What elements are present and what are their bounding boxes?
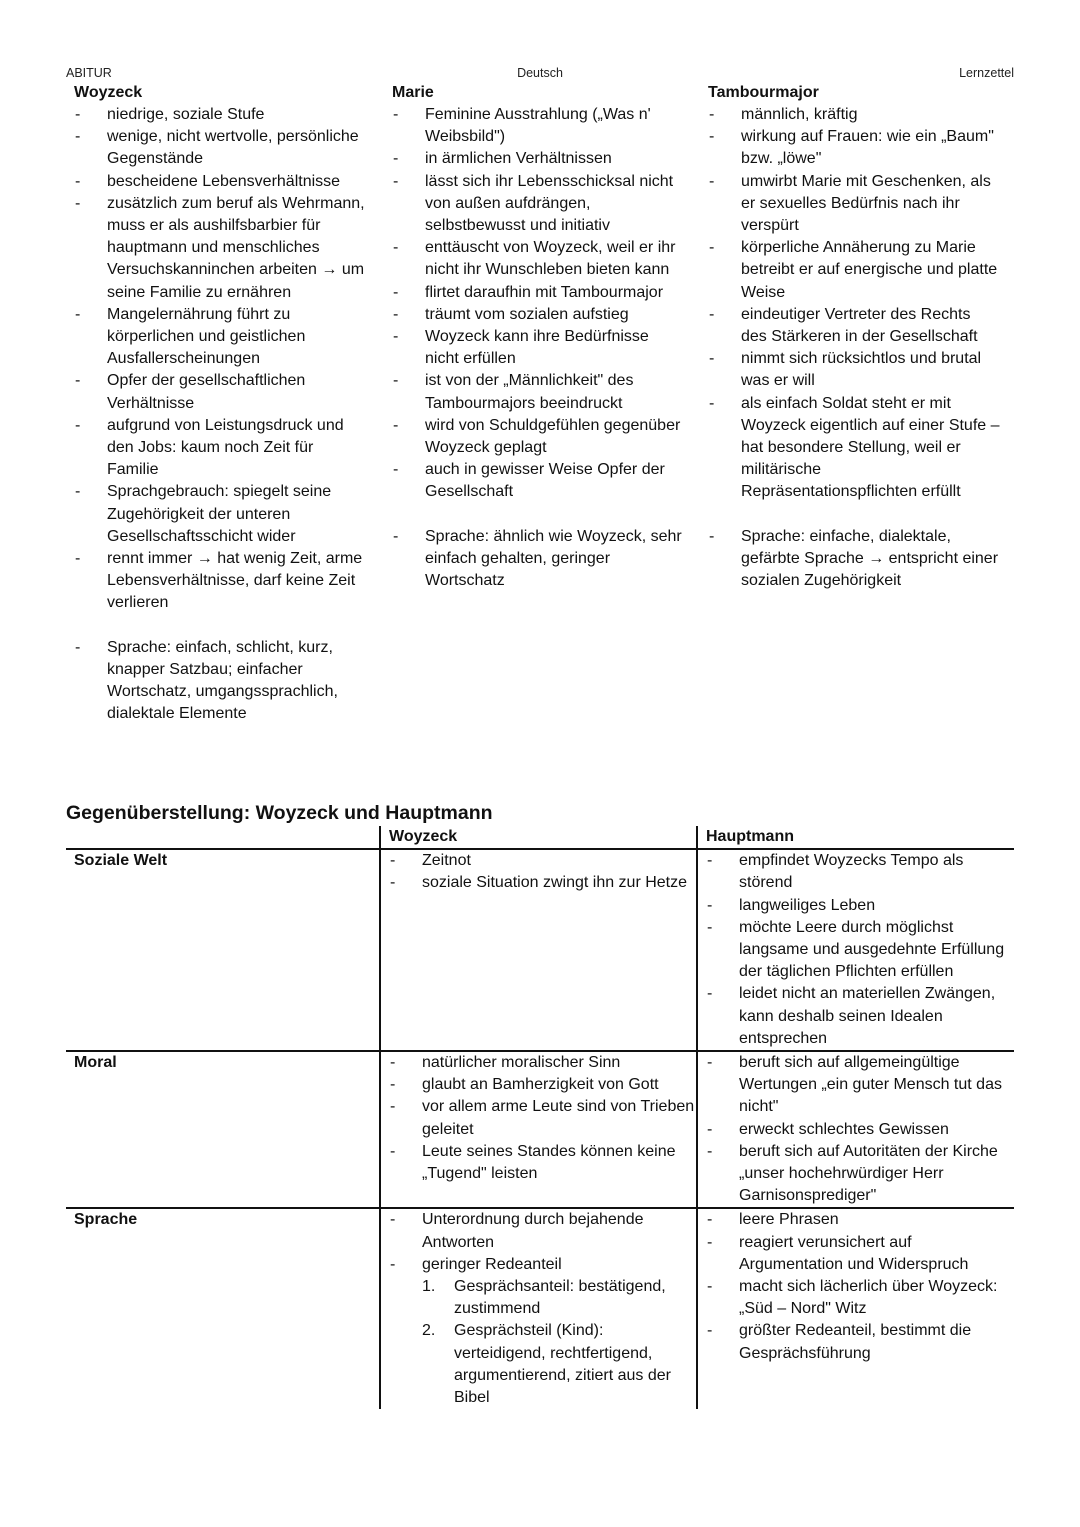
table-header-row [66,826,1014,849]
list-item: - reagiert verunsichert auf Argumentation und Widerspruch [698,1232,1014,1276]
list-item: - leere Phrasen [698,1209,1014,1231]
list-item [381,1320,696,1409]
list-number: 1. [422,1278,436,1296]
list-item: - größter Redeanteil, bestimmt die Gesprächsführung [698,1320,1014,1364]
column-marie [384,82,684,592]
list-item: - auch in gewisser Weise Opfer der Gesellschaft [384,459,684,503]
list-item: - aufgrund von Leistungsdruck und den Jobs: kaum noch Zeit für Familie [66,415,366,482]
list-item: - vor allem arme Leute sind von Trieben geleitet [381,1096,696,1140]
column-title: Woyzeck [74,84,143,101]
character-traits-list [384,104,684,592]
list-item: - als einfach Soldat steht er mit Woyzeck eigentlich auf einer Stufe – hat besondere Stellung, weil er militärische Repräsentationspflichten erfüllt [700,393,1000,504]
list-item: - möchte Leere durch möglichst langsame und ausgedehnte Erfüllung der täglichen Pflichten erfüllen [698,917,1014,984]
list-item: - leidet nicht an materiellen Zwängen, kann deshalb seinen Idealen entsprechen [698,983,1014,1050]
table-row [66,1208,1014,1409]
list-item: - körperliche Annäherung zu Marie betreibt er auf energische und platte Weise [700,237,1000,304]
row-label: Sprache [66,1208,380,1409]
table-row [66,1051,1014,1208]
list-item: - rennt immer → hat wenig Zeit, arme Lebensverhältnisse, darf keine Zeit verlieren [66,548,366,615]
list-item: - Woyzeck kann ihre Bedürfnisse nicht erfüllen [384,326,684,370]
woyzeck-cell-list [381,850,696,894]
list-item: - Sprache: ähnlich wie Woyzeck, sehr einfach gehalten, geringer Wortschatz [384,526,684,593]
list-item: - langweiliges Leben [698,895,1014,917]
character-traits-list [700,104,1000,592]
list-item: - ist von der „Männlichkeit" des Tambourmajors beeindruckt [384,370,684,414]
list-item: - natürlicher moralischer Sinn [381,1052,696,1074]
list-item: - niedrige, soziale Stufe [66,104,366,126]
table-row [66,849,1014,1051]
list-item: - zusätzlich zum beruf als Wehrmann, muss er als aushilfsbarbier für hauptmann und menschliches Versuchskanninchen arbeiten → um seine Familie zu ernähren [66,193,366,304]
row-label: Moral [66,1051,380,1208]
list-item: - Sprache: einfach, schlicht, kurz, knapper Satzbau; einfacher Wortschatz, umgangssprachlich, dialektale Elemente [66,637,366,726]
header-subject: Deutsch [517,66,563,80]
list-item [381,1276,696,1320]
list-text: Gesprächsanteil: bestätigend, zustimmend [454,1278,666,1318]
hauptmann-cell-list [698,1052,1014,1207]
column-tambourmajor [700,82,1000,592]
list-item: - träumt vom sozialen aufstieg [384,304,684,326]
column-title: Marie [392,84,434,101]
list-item: - soziale Situation zwingt ihn zur Hetze [381,872,696,894]
woyzeck-cell-list [381,1209,696,1276]
list-item: - eindeutiger Vertreter des Rechts des Stärkeren in der Gesellschaft [700,304,1000,348]
list-text: Gesprächsteil (Kind): verteidigend, rechtfertigend, argumentierend, zitiert aus der Bibel [454,1322,671,1407]
header-exam: ABITUR [66,66,112,80]
character-traits-list [66,104,366,725]
list-item: - wirkung auf Frauen: wie ein „Baum" bzw. „löwe" [700,126,1000,170]
list-item: - Mangelernährung führt zu körperlichen und geistlichen Ausfallerscheinungen [66,304,366,371]
comparison-title: Gegenüberstellung: Woyzeck und Hauptmann [66,802,493,824]
list-item: - Feminine Ausstrahlung („Was n' Weibsbild") [384,104,684,148]
woyzeck-cell-list [381,1052,696,1185]
comparison-table [66,826,1014,1409]
list-item: - Opfer der gesellschaftlichen Verhältnisse [66,370,366,414]
list-item: - männlich, kräftig [700,104,1000,126]
list-item: - nimmt sich rücksichtlos und brutal was er will [700,348,1000,392]
list-item: - geringer Redeanteil [381,1254,696,1276]
list-number: 2. [422,1322,436,1340]
list-item: - Zeitnot [381,850,696,872]
hauptmann-cell-list [698,850,1014,1050]
numbered-list [381,1276,696,1409]
list-item: - erweckt schlechtes Gewissen [698,1119,1014,1141]
list-item: - enttäuscht von Woyzeck, weil er ihr nicht ihr Wunschleben bieten kann [384,237,684,281]
list-item: - wird von Schuldgefühlen gegenüber Woyzeck geplagt [384,415,684,459]
list-item: - Sprachgebrauch: spiegelt seine Zugehörigkeit der unteren Gesellschaftsschicht wider [66,481,366,548]
list-item: - wenige, nicht wertvolle, persönliche Gegenstände [66,126,366,170]
column-header-hauptmann: Hauptmann [697,826,1014,849]
list-item: - beruft sich auf allgemeingültige Wertungen „ein guter Mensch tut das nicht" [698,1052,1014,1119]
list-item: - bescheidene Lebensverhältnisse [66,171,366,193]
column-woyzeck [66,82,366,725]
hauptmann-cell-list [698,1209,1014,1364]
list-item: - glaubt an Bamherzigkeit von Gott [381,1074,696,1096]
list-item: - flirtet daraufhin mit Tambourmajor [384,282,684,304]
list-item: - Leute seines Standes können keine „Tugend" leisten [381,1141,696,1185]
list-item: - lässt sich ihr Lebensschicksal nicht von außen aufdrängen, selbstbewusst und initiativ [384,171,684,238]
row-label: Soziale Welt [66,849,380,1051]
list-item: - umwirbt Marie mit Geschenken, als er sexuelles Bedürfnis nach ihr verspürt [700,171,1000,238]
column-header-woyzeck: Woyzeck [380,826,697,849]
header-doc-type: Lernzettel [959,66,1014,80]
list-item: - Sprache: einfache, dialektale, gefärbte Sprache → entspricht einer sozialen Zugehörigkeit [700,526,1000,593]
column-title: Tambourmajor [708,84,819,101]
list-item: - beruft sich auf Autoritäten der Kirche „unser hochehrwürdiger Herr Garnisonsprediger" [698,1141,1014,1208]
list-item: - Unterordnung durch bejahende Antworten [381,1209,696,1253]
list-item: - macht sich lächerlich über Woyzeck: „Süd – Nord" Witz [698,1276,1014,1320]
list-item: - in ärmlichen Verhältnissen [384,148,684,170]
list-item: - empfindet Woyzecks Tempo als störend [698,850,1014,894]
